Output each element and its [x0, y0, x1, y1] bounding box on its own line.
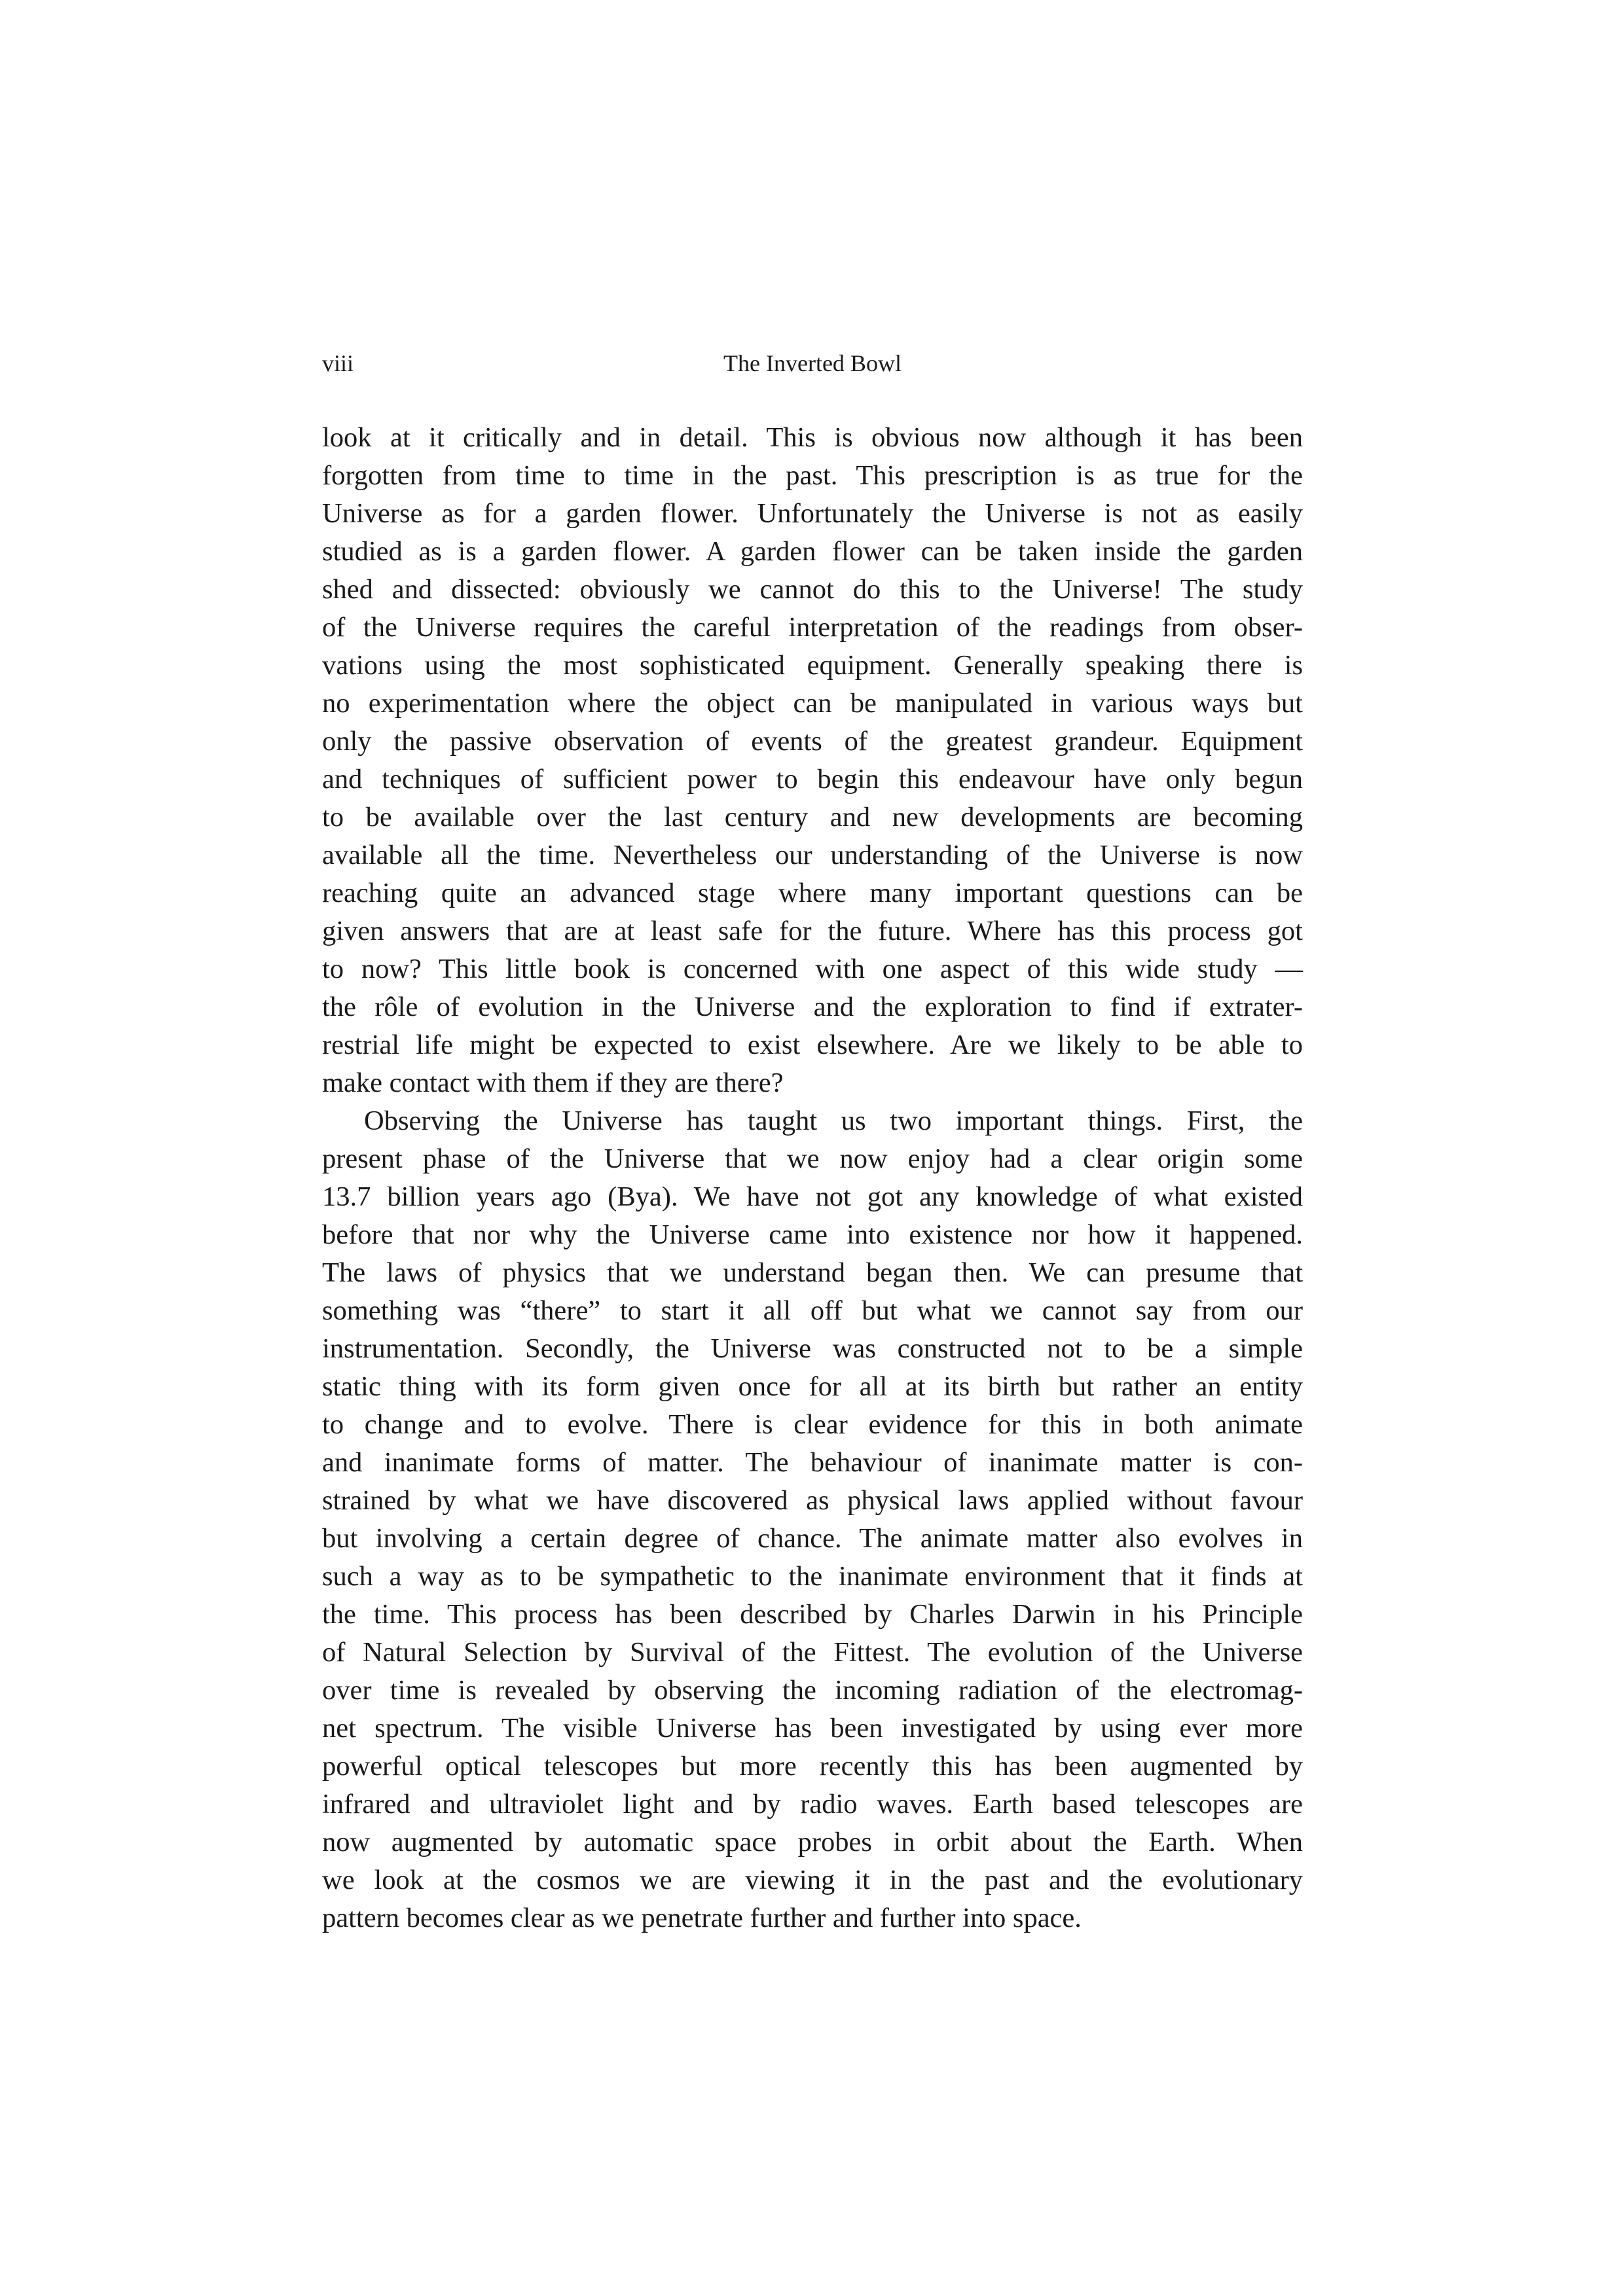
- text-line: powerful optical telescopes but more recently this has been augmented by: [322, 1751, 1303, 1782]
- text-line: static thing with its form given once for all at its birth but rather an entity: [322, 1371, 1303, 1402]
- text-line: Universe as for a garden flower. Unfortunately the Universe is not as easily: [322, 498, 1303, 529]
- text-line: but involving a certain degree of chance. The animate matter also evolves in: [322, 1523, 1303, 1554]
- text-line: look at it critically and in detail. This is obvious now although it has been: [322, 422, 1303, 453]
- text-line: no experimentation where the object can be manipulated in various ways but: [322, 688, 1303, 719]
- running-head: [322, 340, 1303, 386]
- text-line: instrumentation. Secondly, the Universe was constructed not to be a simple: [322, 1333, 1303, 1364]
- text-line: available all the time. Nevertheless our understanding of the Universe is now: [322, 840, 1303, 870]
- text-line: Observing the Universe has taught us two important things. First, the: [364, 1105, 1303, 1136]
- text-line: to now? This little book is concerned with one aspect of this wide study —: [322, 954, 1303, 984]
- paragraph-1: [322, 419, 1303, 1102]
- text-line: only the passive observation of events of the greatest grandeur. Equipment: [322, 726, 1303, 757]
- text-line: over time is revealed by observing the incoming radiation of the electromag-: [322, 1675, 1303, 1706]
- paragraph-2: [322, 1102, 1303, 1937]
- text-line: now augmented by automatic space probes in orbit about the Earth. When: [322, 1827, 1303, 1857]
- text-line: make contact with them if they are there?: [322, 1067, 784, 1098]
- text-line: restrial life might be expected to exist elsewhere. Are we likely to be able to: [322, 1030, 1303, 1060]
- text-line: vations using the most sophisticated equipment. Generally speaking there is: [322, 650, 1303, 681]
- page-number: viii: [322, 350, 354, 376]
- text-line: The laws of physics that we understand began then. We can presume that: [322, 1257, 1303, 1288]
- text-line: infrared and ultraviolet light and by radio waves. Earth based telescopes are: [322, 1789, 1303, 1820]
- text-line: the rôle of evolution in the Universe and the exploration to find if extrater-: [322, 992, 1303, 1022]
- text-line: given answers that are at least safe for the future. Where has this process got: [322, 916, 1303, 946]
- text-line: of the Universe requires the careful interpretation of the readings from obser-: [322, 612, 1303, 643]
- text-line: studied as is a garden flower. A garden flower can be taken inside the garden: [322, 536, 1303, 567]
- text-line: such a way as to be sympathetic to the inanimate environment that it finds at: [322, 1561, 1303, 1592]
- text-line: the time. This process has been described by Charles Darwin in his Principle: [322, 1599, 1303, 1630]
- running-title: The Inverted Bowl: [723, 350, 902, 376]
- text-line: reaching quite an advanced stage where many important questions can be: [322, 878, 1303, 908]
- text-line: we look at the cosmos we are viewing it in the past and the evolutionary: [322, 1865, 1303, 1895]
- text-line: 13.7 billion years ago (Bya). We have not got any knowledge of what existed: [322, 1181, 1303, 1212]
- body-text: [322, 419, 1303, 1937]
- text-line: strained by what we have discovered as physical laws applied without favour: [322, 1485, 1303, 1516]
- text-line: pattern becomes clear as we penetrate further and further into space.: [322, 1903, 1082, 1933]
- text-line: shed and dissected: obviously we cannot do this to the Universe! The study: [322, 574, 1303, 605]
- text-line: something was “there” to start it all off but what we cannot say from our: [322, 1295, 1303, 1326]
- text-line: of Natural Selection by Survival of the Fittest. The evolution of the Universe: [322, 1637, 1303, 1668]
- text-line: to be available over the last century and new developments are becoming: [322, 802, 1303, 833]
- text-line: and inanimate forms of matter. The behaviour of inanimate matter is con-: [322, 1447, 1303, 1478]
- text-line: before that nor why the Universe came into existence nor how it happened.: [322, 1219, 1303, 1250]
- text-line: present phase of the Universe that we now enjoy had a clear origin some: [322, 1143, 1303, 1174]
- text-line: to change and to evolve. There is clear evidence for this in both animate: [322, 1409, 1303, 1440]
- text-line: net spectrum. The visible Universe has been investigated by using ever more: [322, 1713, 1303, 1744]
- text-line: and techniques of sufficient power to begin this endeavour have only begun: [322, 764, 1303, 795]
- text-line: forgotten from time to time in the past. This prescription is as true for the: [322, 460, 1303, 491]
